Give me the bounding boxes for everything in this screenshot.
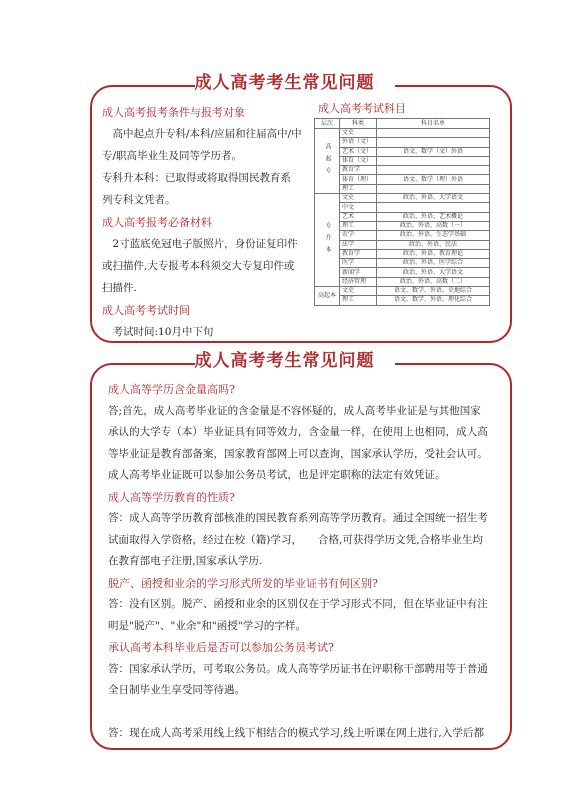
subjects-cell: 政治、外语、教育理论	[377, 249, 490, 258]
text-line: 2寸蓝底免冠电子版照片，身份证复印件	[102, 238, 298, 250]
answer-line: 成人高考毕业证既可以参加公务员考试，也是评定职称的法定有效凭证。	[108, 469, 446, 481]
section-heading: 成人高考考试时间	[102, 304, 190, 317]
text-line: 专/职高毕业生及同等学历者。	[102, 150, 243, 162]
subjects-cell: 政治、外语、生态学基础	[377, 231, 490, 240]
col-subjects-header: 科目名单	[377, 119, 490, 129]
category-cell: 医学	[340, 259, 377, 268]
category-cell: 文史	[340, 194, 377, 203]
answer-line: 明是"脱产"、"业余"和"函授"学习的字样。	[108, 619, 307, 632]
exam-subjects-table	[314, 118, 490, 306]
text-line: 或扫描件,大专报考本科须交大专复印件或	[102, 260, 295, 272]
subjects-cell: 政治、外语、民法	[377, 240, 490, 249]
table-row	[315, 147, 490, 156]
subjects-cell	[377, 129, 490, 138]
table-row	[315, 184, 490, 193]
text-line: 扫描件.	[102, 282, 137, 294]
category-cell: 理工	[340, 221, 377, 230]
category-cell: 农学	[340, 231, 377, 240]
answer-line: 全日制毕业生享受同等待遇。	[108, 684, 246, 696]
table-row	[315, 249, 490, 258]
category-cell: 文史	[340, 287, 377, 296]
subjects-cell: 语文、数学、外语、史地综合	[377, 287, 490, 296]
table-row	[315, 212, 490, 221]
category-cell: 外语（文）	[340, 138, 377, 147]
subjects-cell	[377, 138, 490, 147]
answer-line: 试面取得入学资格，经过在校（籍)学习， 合格,可获得学历文凭,合格毕业生均	[108, 533, 483, 546]
top-page-title: 成人高考考生常见问题	[194, 73, 375, 93]
subjects-cell: 政治、外语、高数（二）	[377, 277, 490, 286]
category-cell: 中文	[340, 203, 377, 212]
section-heading: 成人高考报考条件与报考对象	[102, 106, 245, 119]
category-cell: 理工	[340, 296, 377, 305]
category-cell: 艺术	[340, 212, 377, 221]
subjects-cell: 语文、数学（文）外语	[377, 147, 490, 156]
category-cell: 文史	[340, 129, 377, 138]
level-cell: 高起本	[315, 287, 340, 306]
text-line: 高中起点升专科/本科/应届和往届高中/中	[102, 128, 302, 140]
category-cell: 体育（文）	[340, 156, 377, 165]
subjects-cell	[377, 166, 490, 175]
question-heading: 承认高考本科毕业后是否可以参加公务员考试?	[108, 641, 334, 654]
subjects-cell	[377, 203, 490, 212]
category-cell: 理工	[340, 184, 377, 193]
category-cell: 教育学	[340, 166, 377, 175]
col-level-header: 层次	[315, 119, 340, 129]
table-row	[315, 175, 490, 184]
question-heading: 成人高等学历含金量高吗?	[108, 383, 235, 396]
subjects-cell: 政治、外语、艺术概论	[377, 212, 490, 221]
table-row	[315, 221, 490, 230]
table-row	[315, 296, 490, 305]
table-row	[315, 240, 490, 249]
category-cell: 教育学	[340, 249, 377, 258]
answer-line: 等毕业证是教育部备案，国家教育部网上可以查询，国家承认学历，受社会认可。	[108, 447, 488, 460]
category-cell: 艺术（文）	[340, 147, 377, 156]
category-cell: 体育（理）	[340, 175, 377, 184]
category-cell: 新闻学	[340, 268, 377, 277]
answer-line: 答：现在成人高考采用线上线下相结合的模式学习,线上听课在网上进行,入学后都	[108, 726, 485, 739]
table-row	[315, 287, 490, 296]
subjects-cell: 语文、数学（理）外语	[377, 175, 490, 184]
subjects-cell	[377, 156, 490, 165]
table-row	[315, 277, 490, 286]
subjects-cell: 政治、外语、大学语文	[377, 268, 490, 277]
subjects-cell	[377, 184, 490, 193]
exam-subjects-heading: 成人高考考试科目	[318, 102, 406, 115]
table-row	[315, 129, 490, 138]
level-cell: 专升本	[315, 194, 340, 287]
answer-line: 在教育部电子注册,国家承认学历.	[108, 555, 263, 567]
answer-line: 答：成人高等学历教育部核准的国民教育系列高等学历教育。通过全国统一招生考	[108, 512, 488, 524]
table-row	[315, 166, 490, 175]
section-heading: 成人高考报考必备材料	[102, 216, 212, 229]
subjects-cell: 政治、外语、医学综合	[377, 259, 490, 268]
table-row	[315, 156, 490, 165]
answer-line: 答;首先，成人高考毕业证的含金量是不容怀疑的，成人高考毕业证是与其他国家	[108, 404, 481, 417]
text-line: 专科升本科：已取得或将取得国民教育系	[102, 172, 291, 184]
subjects-cell: 政治、外语、高数（一）	[377, 221, 490, 230]
table-row	[315, 259, 490, 268]
answer-line: 答：国家承认学历，可考取公务员。成人高等学历证书在评职称干部聘用等于普通	[108, 662, 488, 675]
table-row	[315, 194, 490, 203]
subjects-cell: 政治、外语、大学语文	[377, 194, 490, 203]
table-row	[315, 268, 490, 277]
text-line: 列专科文凭者。	[102, 194, 176, 206]
question-heading: 成人高等学历教育的性质?	[108, 490, 235, 504]
question-heading: 脱产、函授和业余的学习形式所发的毕业证书有何区别?	[108, 576, 378, 590]
level-cell: 高起专	[315, 129, 340, 194]
category-cell: 法学	[340, 240, 377, 249]
table-row	[315, 138, 490, 147]
text-line: 考试时间:10月中下旬	[102, 326, 214, 338]
table-row	[315, 203, 490, 212]
answer-line: 承认的大学专（本）毕业证具有同等效力，含金量一样，在使用上也相同，成人高	[108, 426, 488, 438]
bottom-page-title: 成人高考考生常见问题	[194, 351, 375, 371]
subjects-cell: 语文、数学、外语、理化综合	[377, 296, 490, 305]
category-cell: 经济管理	[340, 277, 377, 286]
col-category-header: 科类	[340, 119, 377, 129]
table-row	[315, 231, 490, 240]
answer-line: 答：没有区别。脱产、函授和业余的区别仅在于学习形式不同，但在毕业证中有注	[108, 598, 488, 610]
